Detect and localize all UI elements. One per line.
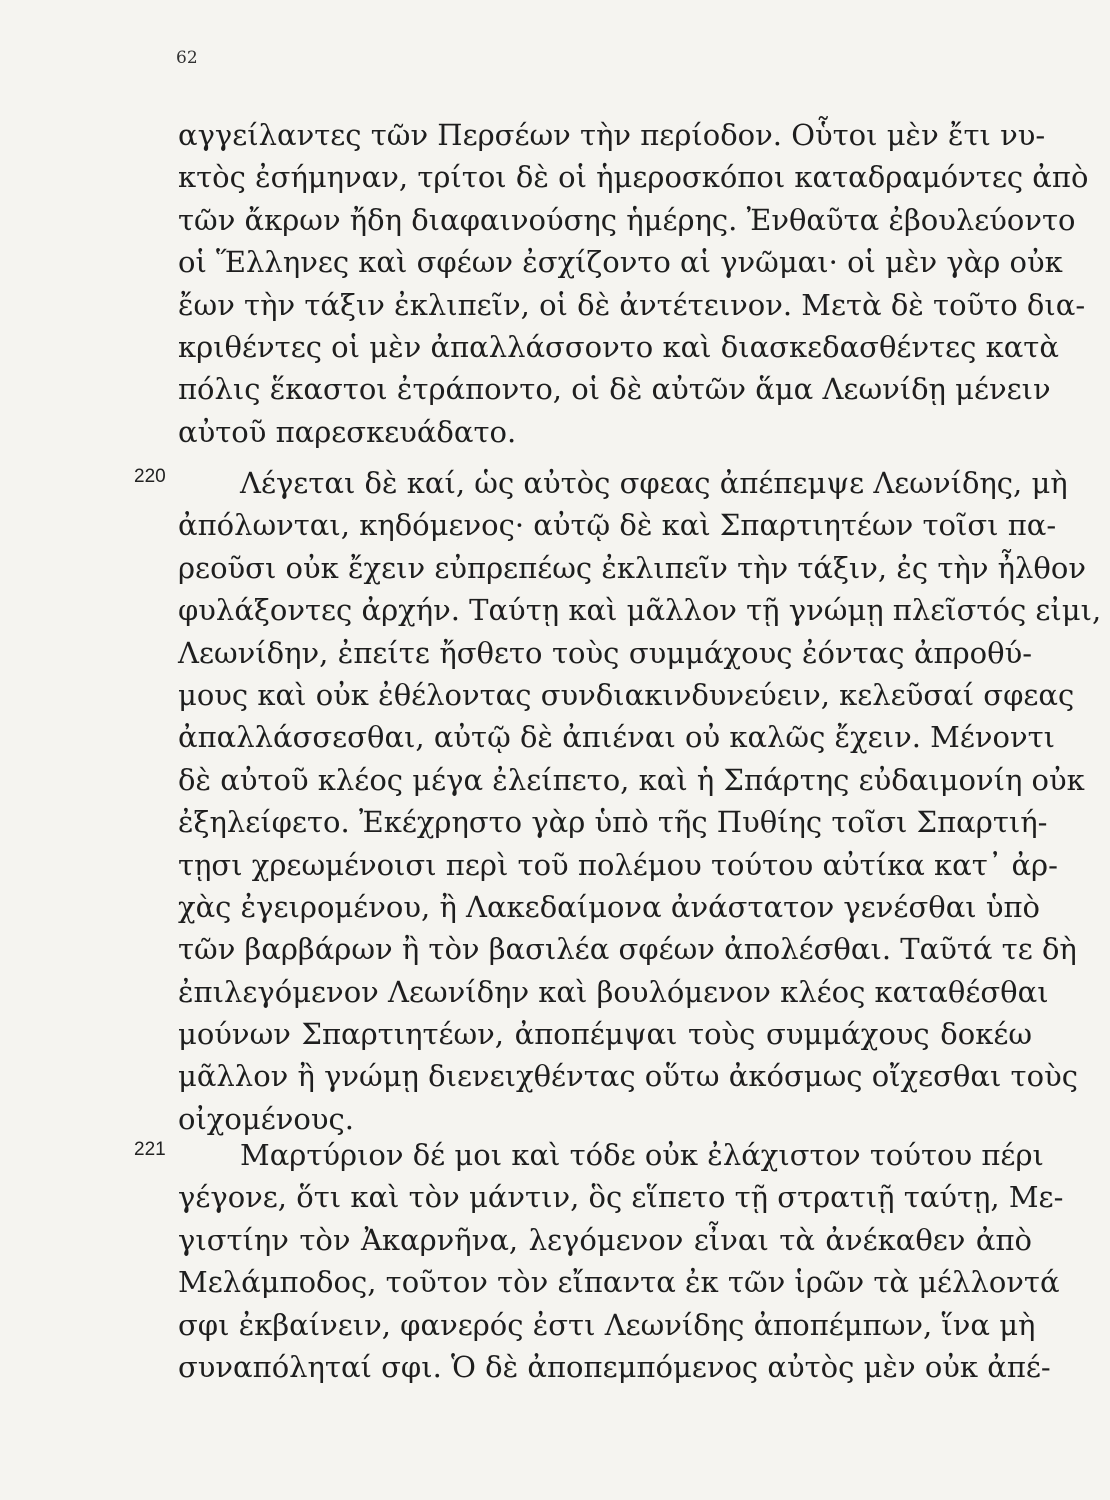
text-line: πόλις ἕκαστοι ἐτράποντο, οἱ δὲ αὐτῶν ἅμα Λεωνίδῃ μένειν bbox=[178, 372, 1051, 407]
text-line: γέγονε, ὅτι καὶ τὸν μάντιν, ὃς εἵπετο τῇ στρατιῇ ταύτῃ, Με- bbox=[178, 1180, 1064, 1215]
text-line: Μαρτύριον δέ μοι καὶ τόδε οὐκ ἐλάχιστον τούτου πέρι bbox=[240, 1138, 1044, 1172]
text-line: ἀπόλωνται, κηδόμενος· αὐτῷ δὲ καὶ Σπαρτιητέων τοῖσι πα- bbox=[178, 508, 1057, 543]
text-line: κριθέντες οἱ μὲν ἀπαλλάσσοντο καὶ διασκεδασθέντες κατὰ bbox=[178, 329, 1059, 364]
text-line: μους καὶ οὐκ ἐθέλοντας συνδιακινδυνεύειν, κελεῦσαί σφεας bbox=[178, 677, 1075, 712]
text-line: Μελάμποδος, τοῦτον τὸν εἴπαντα ἐκ τῶν ἱρῶν τὰ μέλλοντά bbox=[178, 1265, 1060, 1300]
text-line: δὲ αὐτοῦ κλέος μέγα ἐλείπετο, καὶ ἡ Σπάρτης εὐδαιμονίη οὐκ bbox=[178, 762, 1085, 797]
paragraph bbox=[178, 114, 1089, 453]
text-line: συναπόληταί σφι. Ὁ δὲ ἀποπεμπόμενος αὐτὸς μὲν οὐκ ἀπέ- bbox=[178, 1349, 1051, 1384]
text-line: τῃσι χρεωμένοισι περὶ τοῦ πολέμου τούτου αὐτίκα κατ᾽ ἀρ- bbox=[178, 847, 1058, 882]
text-line: μούνων Σπαρτιητέων, ἀποπέμψαι τοὺς συμμάχους δοκέω bbox=[178, 1017, 1032, 1052]
text-line: ἐπιλεγόμενον Λεωνίδην καὶ βουλόμενον κλέος καταθέσθαι bbox=[178, 974, 1049, 1009]
page-number: 62 bbox=[176, 48, 198, 68]
text-line: Λεωνίδην, ἐπείτε ἤσθετο τοὺς συμμάχους ἐόντας ἀπροθύ- bbox=[178, 635, 1032, 670]
text-line: φυλάξοντες ἀρχήν. Ταύτῃ καὶ μᾶλλον τῇ γνώμῃ πλεῖστός εἰμι, bbox=[178, 593, 1102, 628]
text-line: ἐξηλείφετο. Ἐκέχρηστο γὰρ ὑπὸ τῆς Πυθίης τοῖσι Σπαρτιή- bbox=[178, 805, 1048, 840]
text-line: μᾶλλον ἢ γνώμῃ διενειχθέντας οὕτω ἀκόσμως οἴχεσθαι τοὺς bbox=[178, 1059, 1078, 1094]
text-line: ρεοῦσι οὐκ ἔχειν εὐπρεπέως ἐκλιπεῖν τὴν τάξιν, ἐς τὴν ἦλθον bbox=[178, 550, 1086, 585]
text-line: γιστίην τὸν Ἀκαρνῆνα, λεγόμενον εἶναι τὰ ἀνέκαθεν ἀπὸ bbox=[178, 1222, 1032, 1257]
text-line: Λέγεται δὲ καί, ὡς αὐτὸς σφεας ἀπέπεμψε Λεωνίδης, μὴ bbox=[240, 466, 1068, 500]
text-line: κτὸς ἐσήμηναν, τρίτοι δὲ οἱ ἡμεροσκόποι καταδραμόντες ἀπὸ bbox=[178, 160, 1089, 195]
text-line: ἔων τὴν τάξιν ἐκλιπεῖν, οἱ δὲ ἀντέτεινον. Μετὰ δὲ τοῦτο δια- bbox=[178, 287, 1086, 322]
text-line: χὰς ἐγειρομένου, ἢ Λακεδαίμονα ἀνάστατον γενέσθαι ὑπὸ bbox=[178, 889, 1041, 924]
text-line: ἀπαλλάσσεσθαι, αὐτῷ δὲ ἀπιέναι οὐ καλῶς ἔχειν. Μένοντι bbox=[178, 720, 1055, 755]
text-line: τῶν ἄκρων ἤδη διαφαινούσης ἡμέρης. Ἐνθαῦτα ἐβουλεύοντο bbox=[178, 202, 1076, 237]
paragraph bbox=[178, 462, 1102, 1140]
text-line: σφι ἐκβαίνειν, φανερός ἐστι Λεωνίδης ἀποπέμπων, ἵνα μὴ bbox=[178, 1307, 1036, 1342]
text-line: αγγείλαντες τῶν Περσέων τὴν περίοδον. Οὗτοι μὲν ἔτι νυ- bbox=[178, 118, 1046, 152]
paragraph bbox=[178, 1134, 1064, 1388]
text-line: οἰχομένους. bbox=[178, 1101, 354, 1136]
text-line: οἱ Ἕλληνες καὶ σφέων ἐσχίζοντο αἱ γνῶμαι· οἱ μὲν γὰρ οὐκ bbox=[178, 245, 1063, 280]
text-line: τῶν βαρβάρων ἢ τὸν βασιλέα σφέων ἀπολέσθαι. Ταῦτά τε δὴ bbox=[178, 932, 1077, 967]
chapter-number: 221 bbox=[134, 1139, 166, 1160]
chapter-number: 220 bbox=[134, 466, 166, 487]
text-line: αὐτοῦ παρεσκευάδατο. bbox=[178, 414, 517, 449]
